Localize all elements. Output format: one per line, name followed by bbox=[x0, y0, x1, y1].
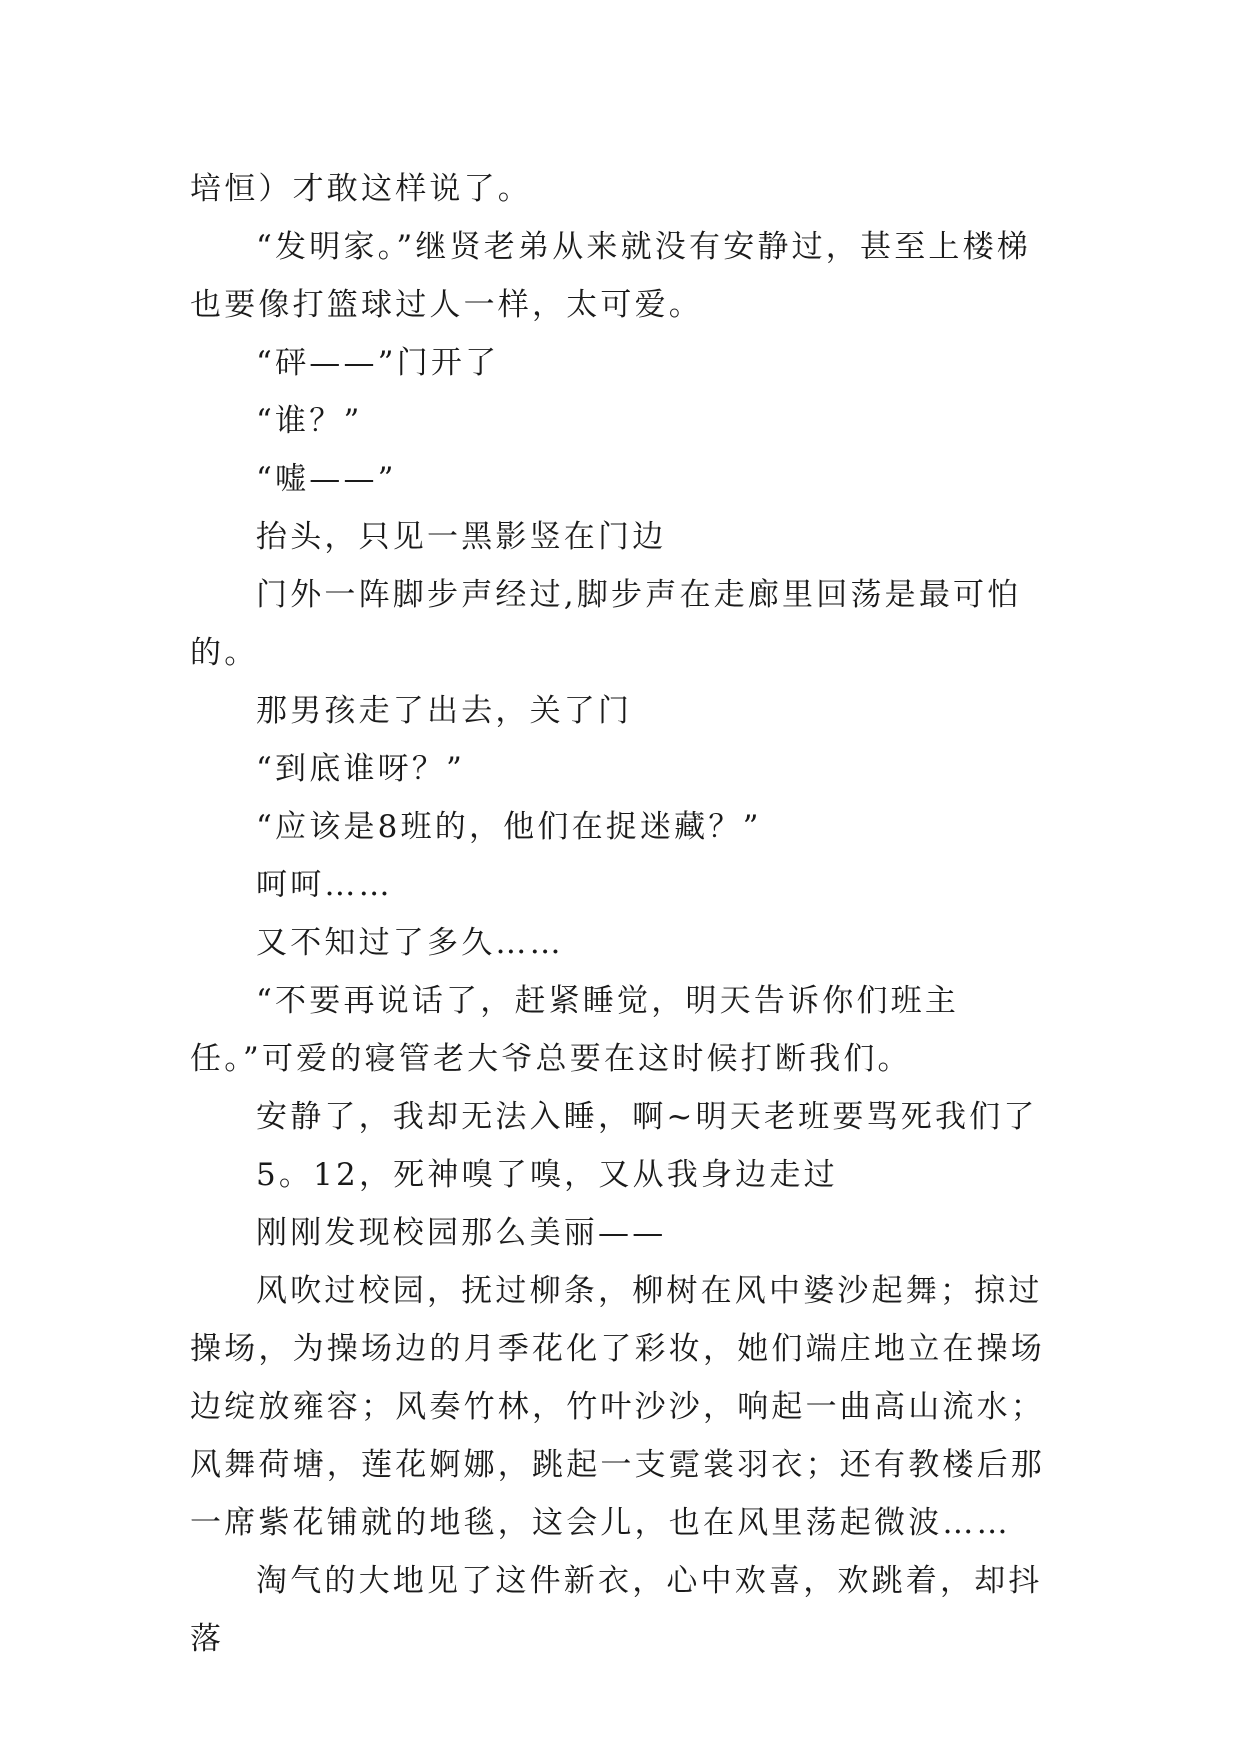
paragraph: 培恒）才敢这样说了。 bbox=[190, 171, 532, 207]
body-text bbox=[190, 160, 1060, 1668]
paragraph: “不要再说话了，赶紧睡觉，明天告诉你们班主任。”可爱的寝管老大爷总要在这时候打断我们。 bbox=[190, 983, 960, 1077]
paragraph: 抬头，只见一黑影竖在门边 bbox=[256, 519, 667, 555]
paragraph: “应该是8班的，他们在捉迷藏？” bbox=[256, 809, 762, 845]
paragraph: 门外一阵脚步声经过,脚步声在走廊里回荡是最可怕的。 bbox=[190, 577, 1022, 671]
paragraph: “嘘——” bbox=[256, 461, 397, 497]
paragraph: 呵呵…… bbox=[256, 867, 393, 903]
paragraph: 5。12，死神嗅了嗅，又从我身边走过 bbox=[256, 1157, 838, 1193]
paragraph: “发明家。”继贤老弟从来就没有安静过，甚至上楼梯也要像打篮球过人一样，太可爱。 bbox=[190, 229, 1031, 323]
paragraph: “到底谁呀？” bbox=[256, 751, 466, 787]
paragraph: 安静了，我却无法入睡，啊~明天老班要骂死我们了 bbox=[256, 1099, 1038, 1135]
paragraph: 又不知过了多久…… bbox=[256, 925, 564, 961]
paragraph: 刚刚发现校园那么美丽—— bbox=[256, 1215, 667, 1251]
paragraph: “砰——”门开了 bbox=[256, 345, 500, 381]
paragraph: 风吹过校园，抚过柳条，柳树在风中婆沙起舞；掠过操场，为操场边的月季花化了彩妆，她们端庄地立在操场边绽放雍容；风奏竹林，竹叶沙沙，响起一曲高山流水；风舞荷塘，莲花婀娜，跳起一支霓裳羽衣；还有教楼后那一席紫花铺就的地毯，这会儿，也在风里荡起微波…… bbox=[190, 1273, 1045, 1541]
paragraph: 那男孩走了出去，关了门 bbox=[256, 693, 633, 729]
paragraph: 淘气的大地见了这件新衣，心中欢喜，欢跳着，却抖落 bbox=[190, 1563, 1043, 1657]
paragraph: “谁？” bbox=[256, 403, 363, 439]
